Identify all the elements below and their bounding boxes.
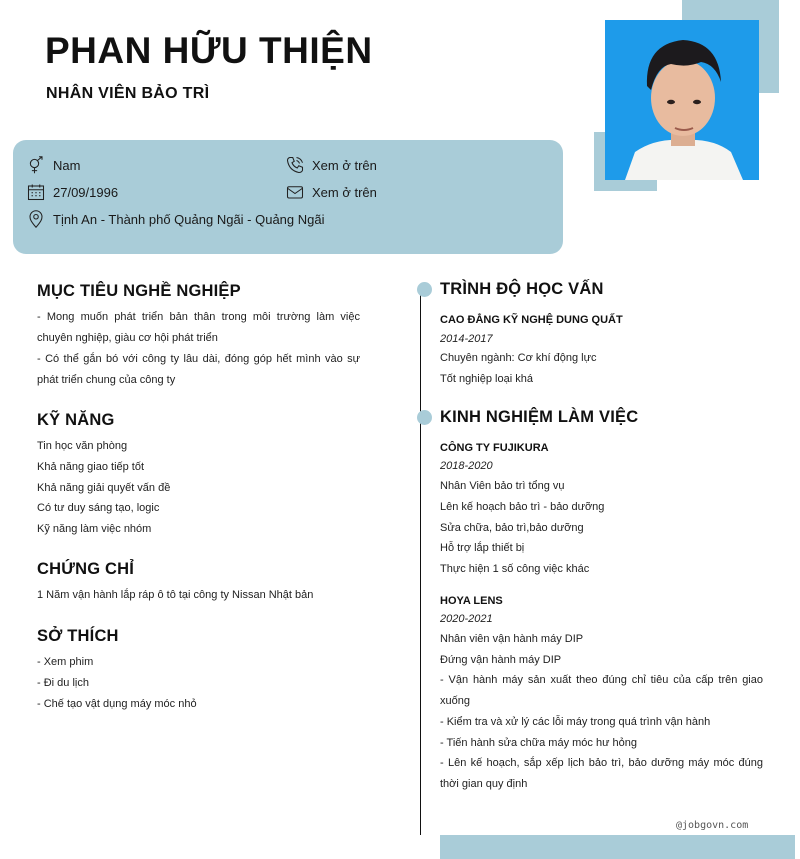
- address-value: Tịnh An - Thành phố Quảng Ngãi - Quảng Ngãi: [53, 211, 325, 227]
- profile-photo: [605, 20, 759, 180]
- job-line: Lên kế hoạch bảo trì - bảo dưỡng: [440, 500, 605, 513]
- hobby-item: - Đi du lịch: [37, 676, 89, 689]
- timeline-dot-experience: [417, 410, 432, 425]
- certificates-title: CHỨNG CHỈ: [37, 560, 135, 578]
- school-name: CAO ĐẲNG KỸ NGHỆ DUNG QUẤT: [440, 314, 623, 326]
- job-line: Sửa chữa, bảo trì,bảo dưỡng: [440, 521, 584, 534]
- email-icon: [286, 183, 304, 201]
- hobbies-list: [37, 652, 197, 714]
- job-line: - Lên kế hoạch, sắp xếp lịch bảo trì, bảo dưỡng máy móc đúng thời gian quy định: [440, 757, 763, 790]
- job-line: - Vận hành máy sản xuất theo đúng chỉ tiêu của cấp trên giao xuống: [440, 674, 763, 707]
- watermark: @jobgovn.com: [676, 820, 749, 831]
- skill-item: Khả năng giải quyết vấn đề: [37, 481, 171, 494]
- phone-row: [286, 156, 377, 174]
- objective-title: MỤC TIÊU NGHỀ NGHIỆP: [37, 282, 241, 300]
- job-line: - Tiến hành sửa chữa máy móc hư hỏng: [440, 736, 637, 749]
- location-pin-icon: [27, 210, 45, 228]
- phone-value: Xem ở trên: [312, 157, 377, 173]
- birthday-row: [27, 183, 118, 201]
- objective-text-1: - Mong muốn phát triển bản thân trong môi trường làm việc chuyên nghiệp, giàu cơ hội phát triển: [37, 311, 360, 344]
- birthday-value: 27/09/1996: [53, 184, 119, 200]
- job-line: Thực hiện 1 số công việc khác: [440, 563, 590, 576]
- email-row: [286, 183, 377, 201]
- skills-title: KỸ NĂNG: [37, 411, 115, 429]
- skill-item: Có tư duy sáng tạo, logic: [37, 502, 160, 515]
- certificate-item: 1 Năm vận hành lắp ráp ô tô tại công ty Nissan Nhật bản: [37, 589, 314, 601]
- job-line: Nhân Viên bảo trì tổng vụ: [440, 480, 565, 492]
- hobby-item: - Xem phim: [37, 656, 94, 668]
- portrait-illustration: [605, 20, 759, 180]
- gender-value: Nam: [53, 157, 81, 173]
- skills-list: [37, 436, 170, 540]
- education-period: 2014-2017: [440, 333, 493, 345]
- calendar-icon: [27, 183, 45, 201]
- job-line: Hỗ trợ lắp thiết bị: [440, 542, 525, 555]
- certificates-list: [37, 585, 313, 606]
- job-period: 2018-2020: [440, 460, 493, 472]
- education-line: Tốt nghiệp loại khá: [440, 372, 533, 385]
- email-value: Xem ở trên: [312, 184, 377, 200]
- job-line: - Kiểm tra và xử lý các lỗi máy trong quá trình vận hành: [440, 716, 711, 728]
- skill-item: Kỹ năng làm việc nhóm: [37, 523, 152, 536]
- candidate-name: PHAN HỮU THIỆN: [45, 30, 373, 71]
- timeline-dot-education: [417, 282, 432, 297]
- education-details: [440, 348, 596, 390]
- education-title: TRÌNH ĐỘ HỌC VẤN: [440, 280, 604, 298]
- job-period: 2020-2021: [440, 613, 493, 625]
- hobby-item: - Chế tạo vật dụng máy móc nhỏ: [37, 697, 197, 710]
- gender-icon: [27, 156, 45, 174]
- job-details: [440, 712, 763, 754]
- job-details: [440, 476, 604, 580]
- gender-row: [27, 156, 80, 174]
- company-name: HOYA LENS: [440, 595, 503, 607]
- experience-title: KINH NGHIỆM LÀM VIỆC: [440, 408, 639, 426]
- address-row: [27, 210, 325, 228]
- skill-item: Khả năng giao tiếp tốt: [37, 460, 145, 473]
- hobbies-title: SỞ THÍCH: [37, 627, 119, 645]
- footer-deco-bar: [440, 835, 795, 859]
- timeline-line: [420, 289, 421, 835]
- skill-item: Tin học văn phòng: [37, 440, 128, 452]
- job-line: Nhân viên vận hành máy DIP: [440, 633, 584, 645]
- contact-info-box: [13, 140, 563, 254]
- company-name: CÔNG TY FUJIKURA: [440, 442, 549, 454]
- phone-icon: [286, 156, 304, 174]
- job-line: Đứng vận hành máy DIP: [440, 653, 562, 666]
- job-title: NHÂN VIÊN BẢO TRÌ: [46, 85, 210, 102]
- job-details: [440, 629, 763, 671]
- objective-text-2: - Có thể gắn bó với công ty lâu dài, đóng góp hết mình vào sự phát triển chung của công ty: [37, 353, 360, 386]
- education-line: Chuyên ngành: Cơ khí động lực: [440, 352, 597, 364]
